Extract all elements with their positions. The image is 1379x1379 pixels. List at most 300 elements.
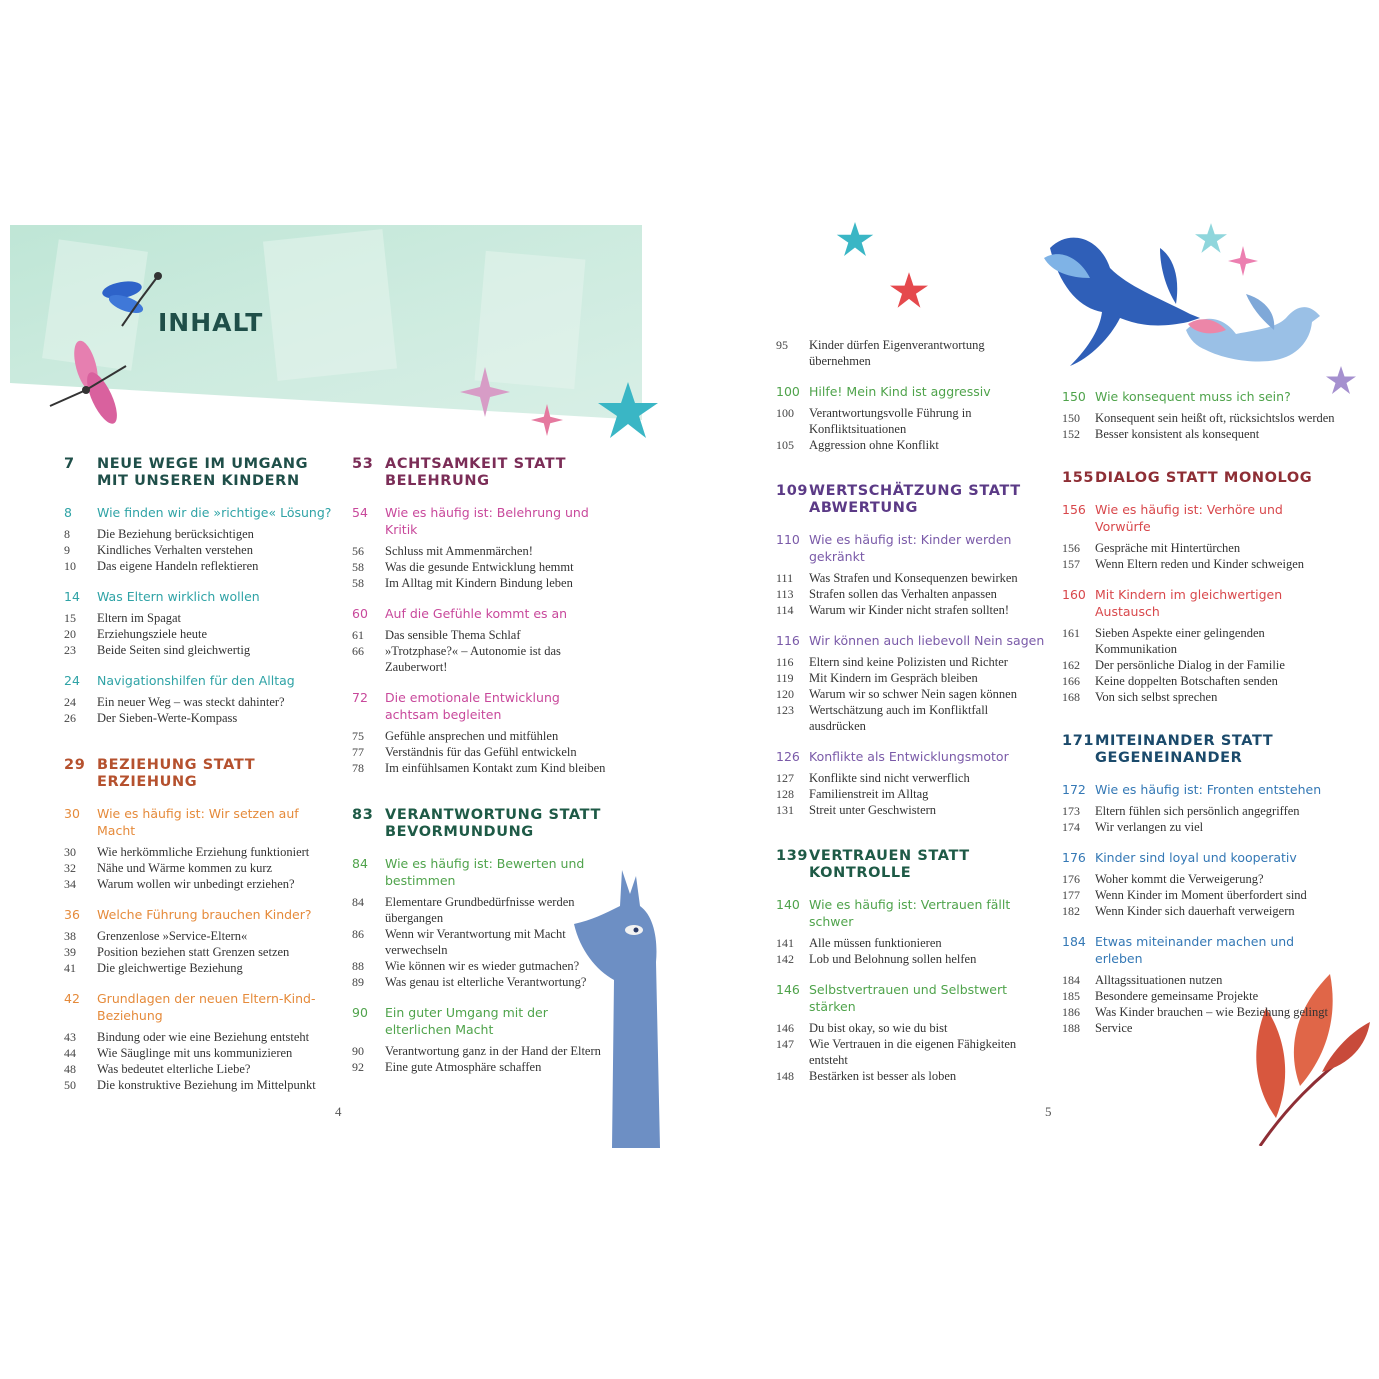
subchapter-heading[interactable] [1062, 933, 1338, 967]
toc-entry[interactable] [64, 1029, 340, 1045]
toc-section [1062, 470, 1338, 705]
blue-bird-illustration [1040, 228, 1200, 368]
entry-page-number: 88 [352, 959, 364, 973]
toc-entry[interactable] [64, 558, 340, 574]
subchapter-page-number: 30 [64, 806, 80, 821]
entry-title: Lob und Belohnung sollen helfen [809, 952, 977, 966]
toc-entry[interactable] [64, 694, 340, 710]
subchapter-title: Wie es häufig ist: Belehrung und Kritik [385, 505, 589, 537]
chapter-title: DIALOG STATT MONOLOG [1095, 470, 1313, 486]
toc-subsection [1062, 781, 1338, 835]
subchapter-page-number: 150 [1062, 389, 1086, 404]
entry-page-number: 86 [352, 927, 364, 941]
toc-subsection [352, 504, 610, 591]
subchapter-page-number: 8 [64, 505, 72, 520]
entry-page-number: 157 [1062, 557, 1080, 571]
entry-page-number: 66 [352, 644, 364, 658]
toc-column-2 [352, 456, 610, 1075]
toc-entry[interactable] [776, 802, 1046, 818]
toc-entry[interactable] [64, 876, 340, 892]
toc-entry[interactable] [1062, 1020, 1338, 1036]
subchapter-heading[interactable] [64, 588, 340, 605]
toc-entry[interactable] [64, 526, 340, 542]
entry-title: Warum wollen wir unbedingt erziehen? [97, 877, 295, 891]
subchapter-page-number: 172 [1062, 782, 1086, 797]
toc-entry[interactable] [1062, 540, 1338, 556]
chapter-page-number: 109 [776, 483, 809, 499]
toc-entry[interactable] [352, 958, 610, 974]
entry-title: Wenn Eltern reden und Kinder schweigen [1095, 557, 1304, 571]
toc-entry[interactable] [1062, 972, 1338, 988]
toc-entry[interactable] [1062, 556, 1338, 572]
subchapter-title: Grundlagen der neuen Eltern-Kind-Beziehung [97, 991, 316, 1023]
toc-subsection [776, 337, 1046, 369]
toc-entry[interactable] [352, 760, 610, 776]
toc-entry[interactable] [352, 543, 610, 559]
toc-item-list [776, 770, 1046, 818]
chapter-title: WERTSCHÄTZUNG STATT ABWERTUNG [809, 483, 1021, 516]
toc-subsection [352, 855, 610, 990]
entry-page-number: 116 [776, 655, 794, 669]
chapter-page-number: 83 [352, 807, 374, 823]
toc-entry[interactable] [1062, 803, 1338, 819]
toc-entry[interactable] [352, 643, 610, 675]
entry-title: Mit Kindern im Gespräch bleiben [809, 671, 978, 685]
entry-title: Die Beziehung berücksichtigen [97, 527, 254, 541]
subchapter-page-number: 156 [1062, 502, 1086, 517]
toc-section [776, 848, 1046, 1084]
entry-title: Aggression ohne Konflikt [809, 438, 939, 452]
subchapter-heading[interactable] [1062, 388, 1338, 405]
entry-page-number: 111 [776, 571, 794, 585]
subchapter-heading[interactable] [776, 383, 1046, 400]
chapter-heading[interactable] [1062, 733, 1338, 767]
entry-title: Was bedeutet elterliche Liebe? [97, 1062, 251, 1076]
entry-page-number: 38 [64, 929, 76, 943]
toc-entry[interactable] [776, 702, 1046, 734]
entry-page-number: 24 [64, 695, 76, 709]
entry-title: Wenn Kinder sich dauerhaft verweigern [1095, 904, 1295, 918]
entry-page-number: 39 [64, 945, 76, 959]
entry-title: Kindliches Verhalten verstehen [97, 543, 253, 557]
toc-item-list [64, 844, 340, 892]
toc-entry[interactable] [352, 926, 610, 958]
light-blue-bird-illustration [1186, 290, 1322, 370]
toc-subsection [1062, 388, 1338, 442]
toc-section [776, 337, 1046, 453]
entry-title: Wie herkömmliche Erziehung funktioniert [97, 845, 310, 859]
entry-page-number: 41 [64, 961, 76, 975]
page-number-left: 4 [335, 1104, 342, 1119]
subchapter-heading[interactable] [1062, 586, 1338, 620]
entry-title: Schluss mit Ammenmärchen! [385, 544, 533, 558]
subchapter-page-number: 36 [64, 907, 80, 922]
toc-item-list [352, 627, 610, 675]
toc-entry[interactable] [352, 1059, 610, 1075]
entry-page-number: 174 [1062, 820, 1080, 834]
entry-page-number: 100 [776, 406, 794, 420]
toc-section [352, 456, 610, 776]
toc-entry[interactable] [776, 570, 1046, 586]
subchapter-title: Wie es häufig ist: Bewerten und bestimmen [385, 856, 585, 888]
toc-entry[interactable] [64, 626, 340, 642]
entry-page-number: 123 [776, 703, 794, 717]
subchapter-title: Welche Führung brauchen Kinder? [97, 907, 312, 922]
toc-item-list [1062, 871, 1338, 919]
entry-page-number: 156 [1062, 541, 1080, 555]
entry-title: Konsequent sein heißt oft, rücksichtslos werden [1095, 411, 1335, 425]
subchapter-heading[interactable] [64, 504, 340, 521]
toc-entry[interactable] [776, 1036, 1046, 1068]
toc-entry[interactable] [776, 337, 1046, 369]
subchapter-title: Hilfe! Mein Kind ist aggressiv [809, 384, 991, 399]
chapter-page-number: 7 [64, 456, 75, 472]
subchapter-title: Wie es häufig ist: Wir setzen auf Macht [97, 806, 299, 838]
toc-item-list [352, 543, 610, 591]
entry-page-number: 185 [1062, 989, 1080, 1003]
toc-item-list [1062, 803, 1338, 835]
toc-entry[interactable] [1062, 1004, 1338, 1020]
toc-item-list [1062, 972, 1338, 1036]
entry-page-number: 142 [776, 952, 794, 966]
entry-title: Beide Seiten sind gleichwertig [97, 643, 251, 657]
toc-entry[interactable] [1062, 903, 1338, 919]
toc-entry[interactable] [352, 1043, 610, 1059]
entry-title: Eltern im Spagat [97, 611, 182, 625]
chapter-title: BEZIEHUNG STATT ERZIEHUNG [97, 757, 256, 790]
entry-title: Im Alltag mit Kindern Bindung leben [385, 576, 573, 590]
toc-section [1062, 388, 1338, 442]
subchapter-page-number: 24 [64, 673, 80, 688]
pink-sparkle-icon [1228, 246, 1258, 276]
subchapter-heading[interactable] [64, 805, 340, 839]
subchapter-heading[interactable] [352, 605, 610, 622]
entry-page-number: 120 [776, 687, 794, 701]
subchapter-title: Wie es häufig ist: Kinder werden gekränkt [809, 532, 1012, 564]
entry-page-number: 75 [352, 729, 364, 743]
entry-title: Keine doppelten Botschaften senden [1095, 674, 1278, 688]
subchapter-heading[interactable] [64, 990, 340, 1024]
chapter-heading[interactable] [776, 848, 1046, 882]
toc-item-list [352, 728, 610, 776]
toc-entry[interactable] [64, 1061, 340, 1077]
subchapter-heading[interactable] [352, 504, 610, 538]
entry-title: Wir verlangen zu viel [1095, 820, 1204, 834]
toc-item-list [1062, 625, 1338, 705]
chapter-heading[interactable] [352, 807, 610, 841]
pink-dragonfly-icon [46, 336, 132, 434]
entry-title: Verantwortung ganz in der Hand der Eltern [385, 1044, 601, 1058]
entry-title: Du bist okay, so wie du bist [809, 1021, 948, 1035]
toc-entry[interactable] [64, 860, 340, 876]
entry-page-number: 182 [1062, 904, 1080, 918]
subchapter-page-number: 84 [352, 856, 368, 871]
entry-page-number: 176 [1062, 872, 1080, 886]
subchapter-page-number: 184 [1062, 934, 1086, 949]
toc-entry[interactable] [352, 894, 610, 926]
toc-entry[interactable] [1062, 819, 1338, 835]
toc-entry[interactable] [1062, 887, 1338, 903]
red-star-icon [890, 272, 928, 308]
chapter-page-number: 171 [1062, 733, 1095, 749]
toc-item-list [776, 405, 1046, 453]
subchapter-title: Wir können auch liebevoll Nein sagen [809, 633, 1045, 648]
subchapter-page-number: 116 [776, 633, 800, 648]
toc-entry[interactable] [352, 974, 610, 990]
toc-item-list [1062, 540, 1338, 572]
toc-entry[interactable] [776, 686, 1046, 702]
chapter-title: MITEINANDER STATT GEGENEINANDER [1095, 733, 1274, 766]
entry-title: Service [1095, 1021, 1133, 1035]
toc-item-list [776, 935, 1046, 967]
chapter-title: ACHTSAMKEIT STATT BELEHRUNG [385, 456, 567, 489]
entry-page-number: 119 [776, 671, 794, 685]
toc-entry[interactable] [776, 770, 1046, 786]
toc-subsection [776, 383, 1046, 453]
entry-title: Kinder dürfen Eigenverantwortung übernehmen [809, 338, 985, 368]
entry-title: Gespräche mit Hintertürchen [1095, 541, 1241, 555]
subchapter-heading[interactable] [352, 1004, 610, 1038]
entry-title: Streit unter Geschwistern [809, 803, 937, 817]
entry-page-number: 141 [776, 936, 794, 950]
entry-title: Der persönliche Dialog in der Familie [1095, 658, 1285, 672]
toc-entry[interactable] [776, 602, 1046, 618]
toc-entry[interactable] [352, 627, 610, 643]
page-title: INHALT [158, 308, 264, 337]
entry-title: Erziehungsziele heute [97, 627, 208, 641]
toc-entry[interactable] [352, 728, 610, 744]
toc-entry[interactable] [64, 610, 340, 626]
toc-entry[interactable] [64, 642, 340, 658]
entry-page-number: 92 [352, 1060, 364, 1074]
entry-page-number: 32 [64, 861, 76, 875]
toc-entry[interactable] [776, 670, 1046, 686]
entry-page-number: 146 [776, 1021, 794, 1035]
toc-entry[interactable] [776, 1020, 1046, 1036]
subchapter-title: Was Eltern wirklich wollen [97, 589, 260, 604]
toc-subsection [776, 748, 1046, 818]
toc-item-list [64, 1029, 340, 1093]
entry-page-number: 15 [64, 611, 76, 625]
entry-page-number: 95 [776, 338, 788, 352]
subchapter-heading[interactable] [776, 748, 1046, 765]
toc-entry[interactable] [1062, 673, 1338, 689]
subchapter-heading[interactable] [1062, 849, 1338, 866]
entry-title: Das eigene Handeln reflektieren [97, 559, 259, 573]
entry-title: Woher kommt die Verweigerung? [1095, 872, 1264, 886]
entry-title: Wenn Kinder im Moment überfordert sind [1095, 888, 1307, 902]
entry-title: Ein neuer Weg – was steckt dahinter? [97, 695, 285, 709]
chapter-title: VERTRAUEN STATT KONTROLLE [809, 848, 970, 881]
toc-entry[interactable] [64, 960, 340, 976]
toc-entry[interactable] [1062, 625, 1338, 657]
toc-subsection [64, 990, 340, 1093]
teal-star-icon [598, 382, 658, 438]
chapter-heading[interactable] [1062, 470, 1338, 487]
toc-entry[interactable] [64, 928, 340, 944]
entry-title: Bestärken ist besser als loben [809, 1069, 957, 1083]
toc-entry[interactable] [776, 405, 1046, 437]
entry-page-number: 58 [352, 576, 364, 590]
chapter-page-number: 155 [1062, 470, 1095, 486]
entry-title: Was Kinder brauchen – wie Beziehung gelingt [1095, 1005, 1328, 1019]
entry-title: Position beziehen statt Grenzen setzen [97, 945, 290, 959]
entry-title: Im einfühlsamen Kontakt zum Kind bleiben [385, 761, 606, 775]
entry-page-number: 9 [64, 543, 70, 557]
entry-title: »Trotzphase?« – Autonomie ist das Zauberwort! [385, 644, 561, 674]
subchapter-page-number: 90 [352, 1005, 368, 1020]
entry-page-number: 23 [64, 643, 76, 657]
chapter-heading[interactable] [776, 483, 1046, 517]
subchapter-page-number: 160 [1062, 587, 1086, 602]
entry-page-number: 168 [1062, 690, 1080, 704]
entry-title: Was genau ist elterliche Verantwortung? [385, 975, 587, 989]
entry-title: Eltern fühlen sich persönlich angegriffen [1095, 804, 1300, 818]
toc-column-1 [64, 456, 340, 1093]
entry-title: Familienstreit im Alltag [809, 787, 929, 801]
pink-sparkle-icon [460, 367, 510, 417]
toc-entry[interactable] [1062, 657, 1338, 673]
toc-entry[interactable] [1062, 410, 1338, 426]
toc-item-list [64, 526, 340, 574]
entry-page-number: 8 [64, 527, 70, 541]
entry-page-number: 152 [1062, 427, 1080, 441]
entry-title: Wertschätzung auch im Konfliktfall ausdrücken [809, 703, 989, 733]
entry-page-number: 56 [352, 544, 364, 558]
toc-item-list [352, 1043, 610, 1075]
subchapter-title: Etwas miteinander machen und erleben [1095, 934, 1295, 966]
subchapter-heading[interactable] [352, 689, 610, 723]
toc-entry[interactable] [1062, 988, 1338, 1004]
entry-page-number: 148 [776, 1069, 794, 1083]
entry-page-number: 10 [64, 559, 76, 573]
toc-subsection [64, 805, 340, 892]
subchapter-heading[interactable] [776, 896, 1046, 930]
entry-page-number: 127 [776, 771, 794, 785]
toc-subsection [1062, 586, 1338, 705]
toc-subsection [776, 896, 1046, 967]
entry-page-number: 114 [776, 603, 794, 617]
entry-title: Elementare Grundbedürfnisse werden übergangen [385, 895, 575, 925]
entry-title: Die konstruktive Beziehung im Mittelpunkt [97, 1078, 316, 1092]
subchapter-title: Auf die Gefühle kommt es an [385, 606, 568, 621]
entry-title: Besondere gemeinsame Projekte [1095, 989, 1259, 1003]
subchapter-title: Ein guter Umgang mit der elterlichen Macht [385, 1005, 548, 1037]
toc-subsection [64, 672, 340, 726]
toc-entry[interactable] [776, 786, 1046, 802]
toc-entry[interactable] [64, 1077, 340, 1093]
subchapter-title: Wie konsequent muss ich sein? [1095, 389, 1291, 404]
entry-title: Wie Vertrauen in die eigenen Fähigkeiten entsteht [809, 1037, 1017, 1067]
toc-entry[interactable] [352, 559, 610, 575]
subchapter-heading[interactable] [64, 906, 340, 923]
entry-title: Nähe und Wärme kommen zu kurz [97, 861, 273, 875]
toc-subsection [64, 504, 340, 574]
toc-entry[interactable] [1062, 689, 1338, 705]
chapter-heading[interactable] [352, 456, 610, 490]
toc-subsection [64, 588, 340, 658]
entry-title: Der Sieben-Werte-Kompass [97, 711, 238, 725]
entry-title: Konflikte sind nicht verwerflich [809, 771, 970, 785]
subchapter-heading[interactable] [776, 981, 1046, 1015]
blue-dragonfly-icon [100, 268, 168, 330]
toc-entry[interactable] [776, 654, 1046, 670]
subchapter-heading[interactable] [776, 632, 1046, 649]
entry-page-number: 105 [776, 438, 794, 452]
subchapter-heading[interactable] [1062, 501, 1338, 535]
toc-entry[interactable] [64, 710, 340, 726]
entry-page-number: 34 [64, 877, 76, 891]
toc-entry[interactable] [776, 1068, 1046, 1084]
toc-entry[interactable] [1062, 871, 1338, 887]
entry-title: Wie Säuglinge mit uns kommunizieren [97, 1046, 293, 1060]
subchapter-page-number: 72 [352, 690, 368, 705]
entry-page-number: 147 [776, 1037, 794, 1051]
toc-section [352, 807, 610, 1075]
entry-page-number: 150 [1062, 411, 1080, 425]
toc-entry[interactable] [776, 951, 1046, 967]
entry-page-number: 131 [776, 803, 794, 817]
chapter-heading[interactable] [64, 757, 340, 791]
entry-title: Von sich selbst sprechen [1095, 690, 1218, 704]
subchapter-heading[interactable] [64, 672, 340, 689]
toc-entry[interactable] [64, 844, 340, 860]
toc-entry[interactable] [776, 437, 1046, 453]
toc-item-list [352, 894, 610, 990]
entry-title: Warum wir so schwer Nein sagen können [809, 687, 1017, 701]
subchapter-page-number: 60 [352, 606, 368, 621]
toc-column-3 [776, 337, 1046, 1084]
toc-entry[interactable] [776, 586, 1046, 602]
subchapter-heading[interactable] [352, 855, 610, 889]
toc-item-list [64, 694, 340, 726]
entry-page-number: 48 [64, 1062, 76, 1076]
subchapter-page-number: 140 [776, 897, 800, 912]
entry-page-number: 50 [64, 1078, 76, 1092]
entry-title: Bindung oder wie eine Beziehung entsteht [97, 1030, 310, 1044]
toc-entry[interactable] [64, 944, 340, 960]
subchapter-title: Kinder sind loyal und kooperativ [1095, 850, 1297, 865]
entry-title: Warum wir Kinder nicht strafen sollten! [809, 603, 1009, 617]
entry-page-number: 30 [64, 845, 76, 859]
subchapter-page-number: 126 [776, 749, 800, 764]
toc-entry[interactable] [352, 575, 610, 591]
entry-title: Eltern sind keine Polizisten und Richter [809, 655, 1008, 669]
toc-section [64, 757, 340, 1093]
teal-star-icon [832, 222, 878, 256]
entry-page-number: 78 [352, 761, 364, 775]
entry-title: Was Strafen und Konsequenzen bewirken [809, 571, 1018, 585]
toc-section [776, 483, 1046, 818]
toc-subsection [1062, 849, 1338, 919]
subchapter-title: Wie es häufig ist: Fronten entstehen [1095, 782, 1322, 797]
subchapter-page-number: 110 [776, 532, 800, 547]
toc-entry[interactable] [1062, 426, 1338, 442]
toc-entry[interactable] [64, 1045, 340, 1061]
subchapter-heading[interactable] [776, 531, 1046, 565]
toc-entry[interactable] [352, 744, 610, 760]
entry-page-number: 61 [352, 628, 364, 642]
subchapter-heading[interactable] [1062, 781, 1338, 798]
subchapter-page-number: 14 [64, 589, 80, 604]
entry-page-number: 58 [352, 560, 364, 574]
toc-section [64, 456, 340, 726]
toc-entry[interactable] [776, 935, 1046, 951]
toc-entry[interactable] [64, 542, 340, 558]
entry-page-number: 166 [1062, 674, 1080, 688]
toc-subsection [352, 605, 610, 675]
chapter-heading[interactable] [64, 456, 340, 490]
